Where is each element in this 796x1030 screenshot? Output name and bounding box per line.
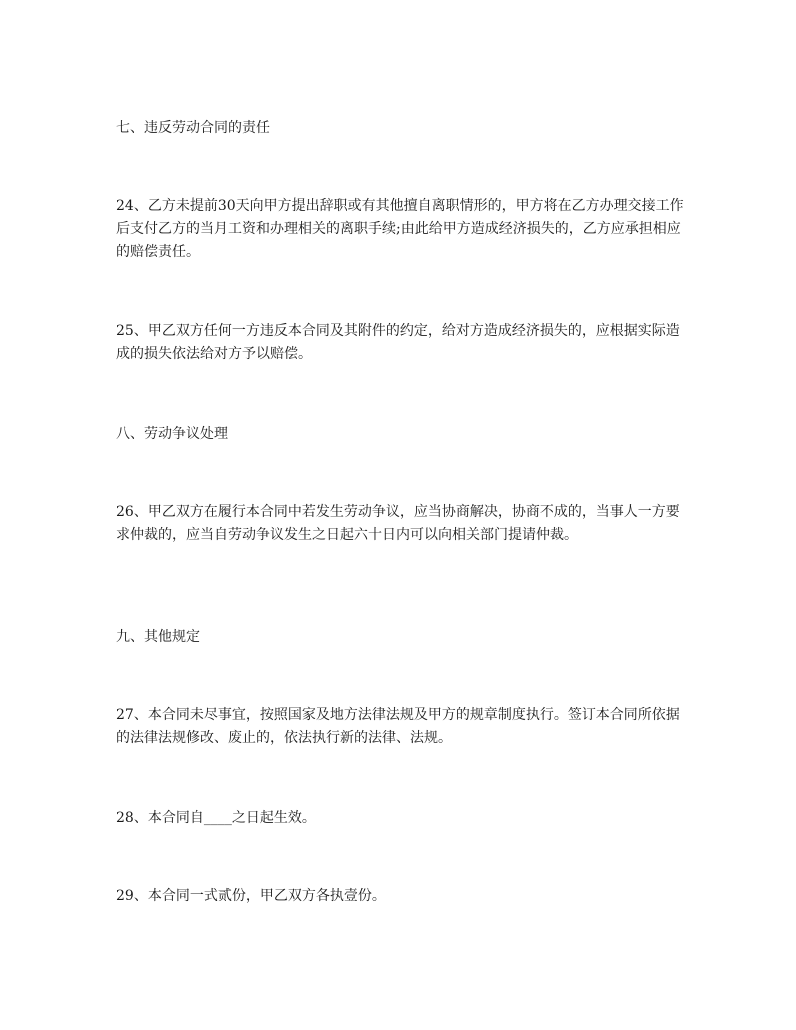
clause-28: 28、本合同自____之日起生效。 bbox=[116, 810, 316, 826]
section-heading-9: 九、其他规定 bbox=[116, 629, 200, 645]
clause-25: 25、甲乙双方任何一方违反本合同及其附件的约定，给对方造成经济损失的，应根据实际造成的损失依法给对方予以赔偿。 bbox=[116, 323, 680, 362]
clause-29: 29、本合同一式贰份，甲乙双方各执壹份。 bbox=[116, 888, 386, 904]
section-heading-8: 八、劳动争议处理 bbox=[116, 426, 228, 442]
clause-26: 26、甲乙双方在履行本合同中若发生劳动争议，应当协商解决，协商不成的，当事人一方要求仲裁的，应当自劳动争议发生之日起六十日内可以向相关部门提请仲裁。 bbox=[116, 504, 680, 543]
clause-24: 24、乙方未提前30天向甲方提出辞职或有其他擅自离职情形的，甲方将在乙方办理交接工作后支付乙方的当月工资和办理相关的离职手续;由此给甲方造成经济损失的，乙方应承担相应的赔偿责任。 bbox=[116, 198, 684, 260]
section-heading-7: 七、违反劳动合同的责任 bbox=[116, 120, 270, 136]
clause-27: 27、本合同未尽事宜，按照国家及地方法律法规及甲方的规章制度执行。签订本合同所依据的法律法规修改、废止的，依法执行新的法律、法规。 bbox=[116, 707, 680, 746]
